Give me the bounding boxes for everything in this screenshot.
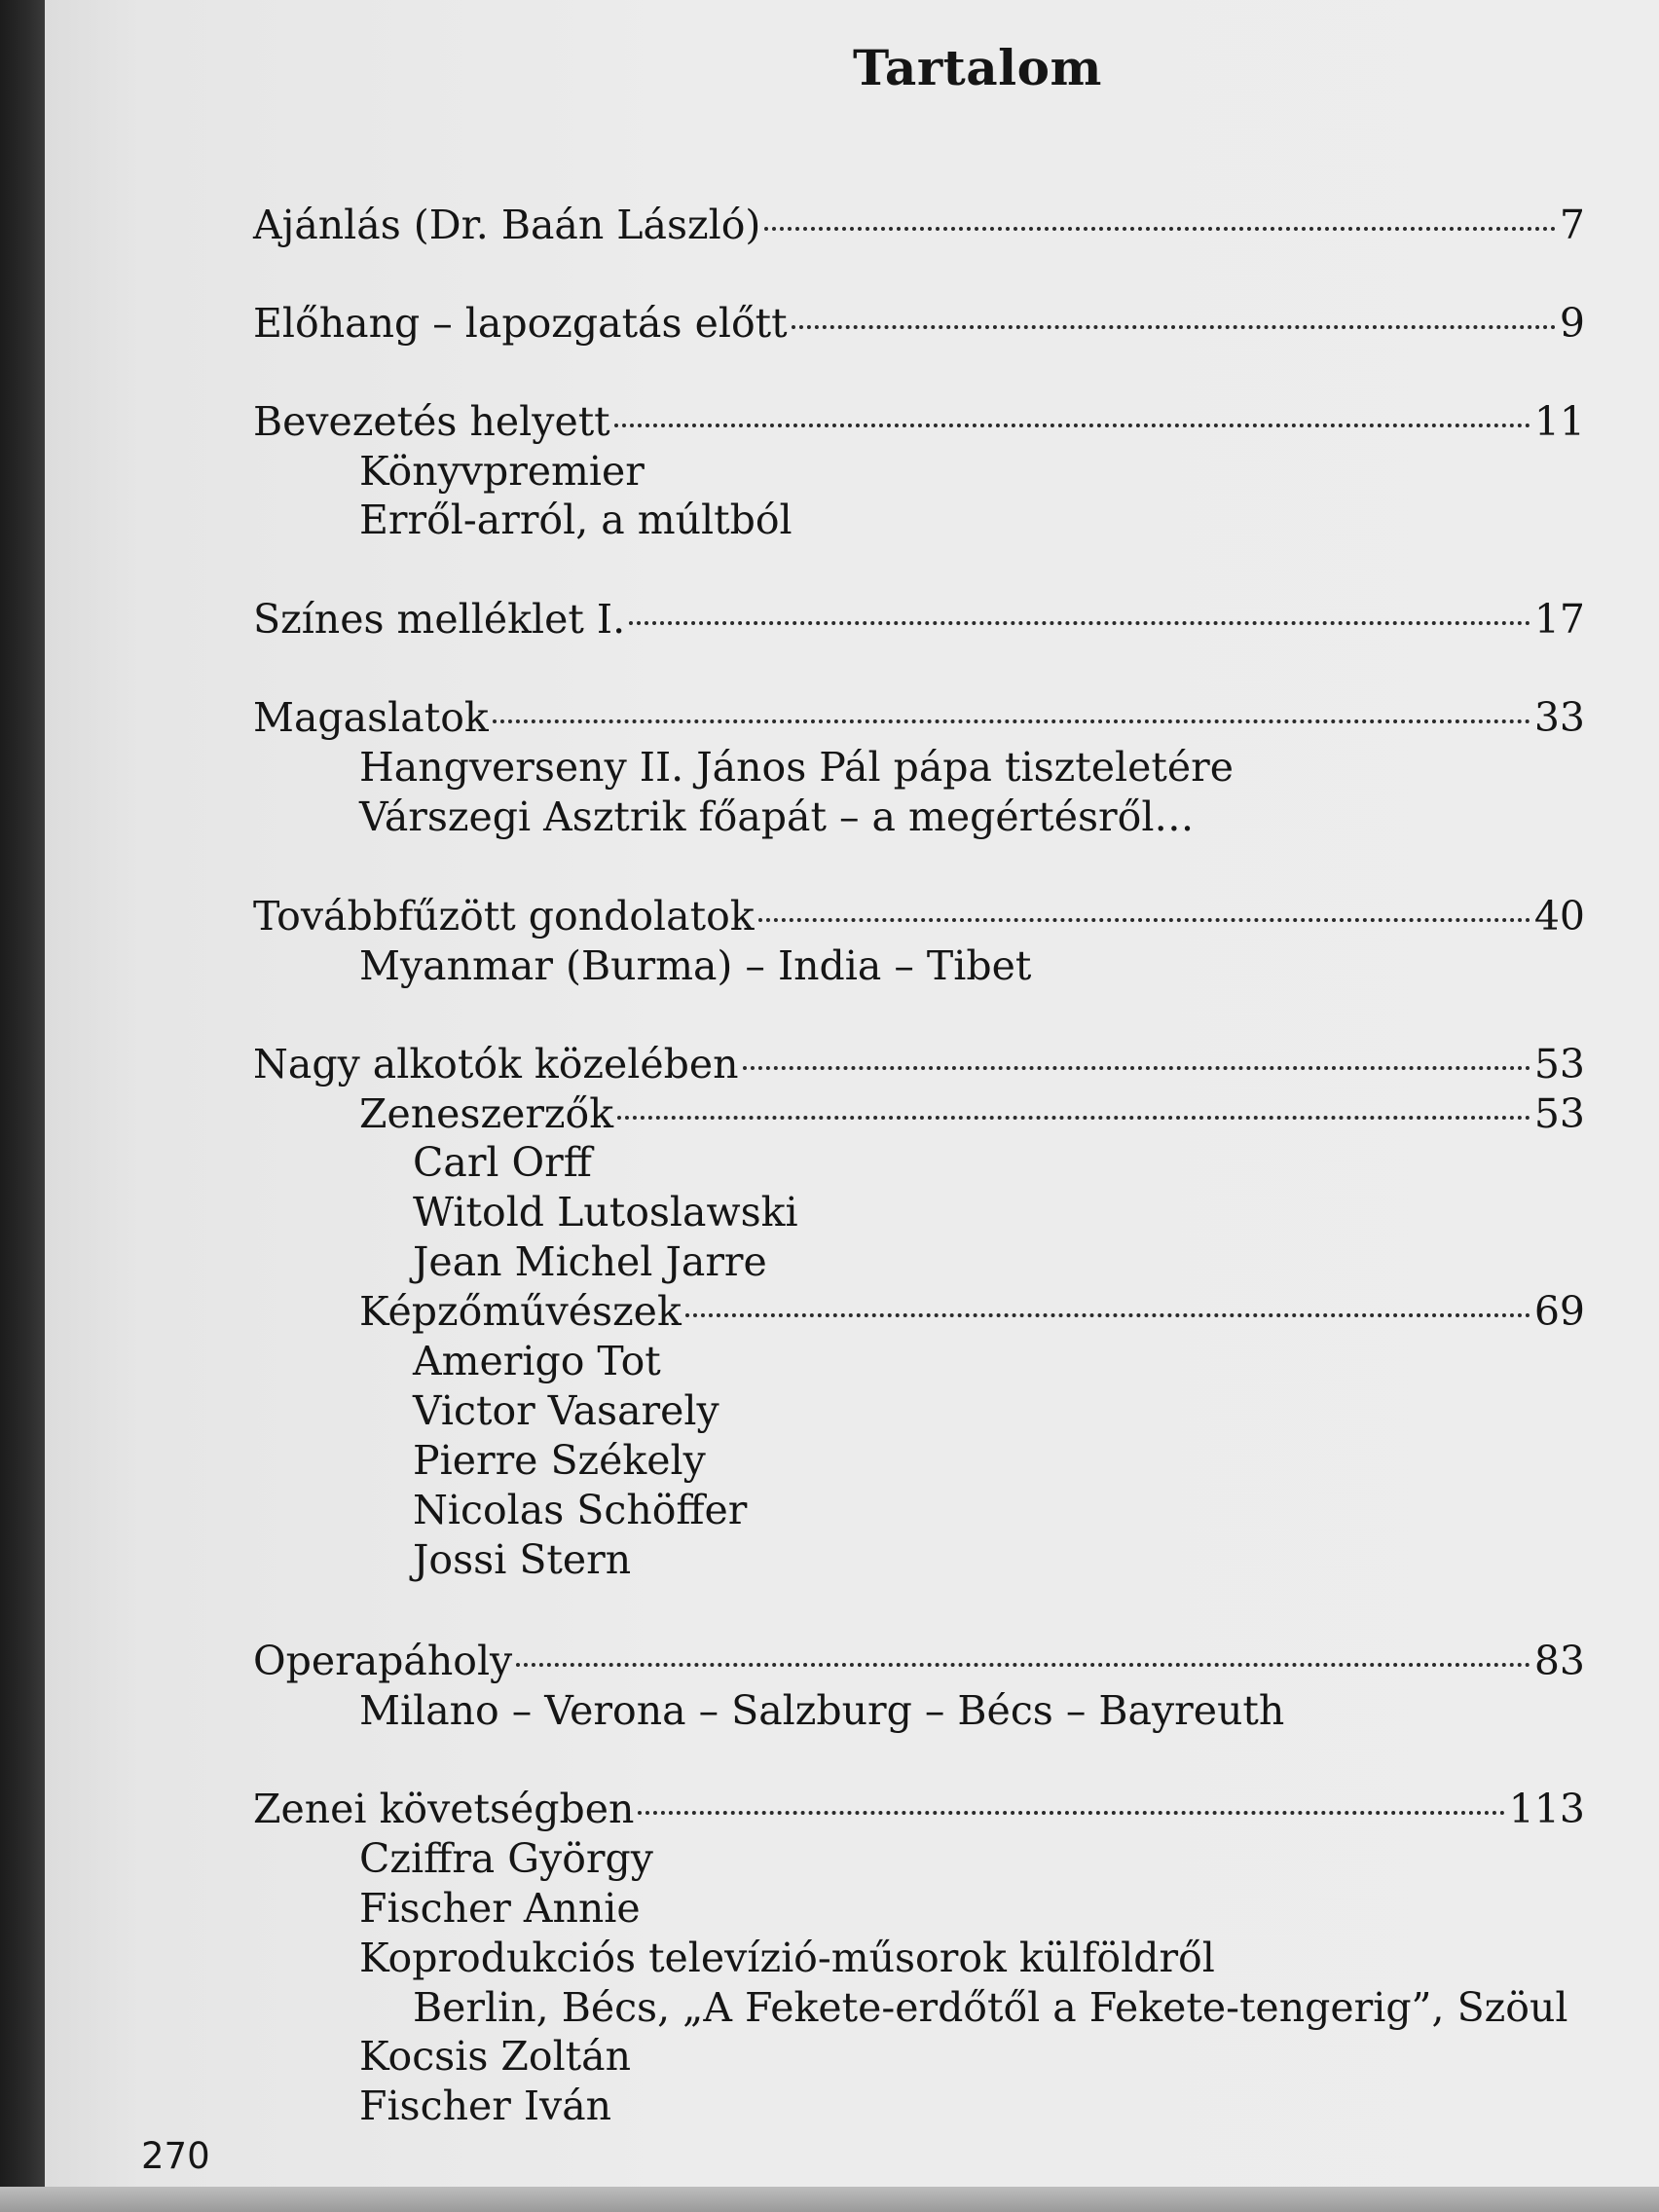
toc-subentry: Koprodukciós televízió-műsorok külföldről	[359, 1935, 1215, 1981]
dot-leader	[758, 918, 1530, 922]
toc-entry-label: Nagy alkotók közelében	[253, 1041, 739, 1088]
toc-page-number: 7	[1559, 202, 1585, 248]
toc-item: Pierre Székely	[413, 1437, 706, 1484]
toc-page-number: 17	[1533, 596, 1585, 643]
toc-item: Jossi Stern	[413, 1536, 632, 1583]
toc-page-number: 69	[1533, 1288, 1585, 1335]
toc-entry-label: Ajánlás (Dr. Baán László)	[253, 202, 761, 248]
toc-subentry: Könyvpremier	[359, 448, 645, 495]
toc-entry	[253, 396, 1585, 447]
toc-entry	[253, 200, 1585, 250]
toc-page-number: 9	[1559, 300, 1585, 347]
book-spine	[0, 0, 45, 2212]
toc-page-number: 11	[1533, 398, 1585, 445]
dot-leader	[792, 325, 1556, 329]
toc-item: Victor Vasarely	[413, 1387, 719, 1434]
toc-subentry: Fischer Iván	[359, 2083, 612, 2129]
toc-entry-label: Zeneszerzők	[359, 1090, 614, 1137]
toc-entry-label: Előhang – lapozgatás előtt	[253, 300, 788, 347]
toc-subentry: Hangverseny II. János Pál pápa tiszteletére	[359, 744, 1234, 791]
dot-leader	[743, 1066, 1530, 1070]
toc-page-number: 33	[1533, 694, 1585, 741]
toc-entry	[253, 298, 1585, 349]
toc-subentry: Milano – Verona – Salzburg – Bécs – Bayreuth	[359, 1687, 1285, 1734]
toc-subentry: Fischer Annie	[359, 1885, 641, 1932]
toc-item: Carl Orff	[413, 1139, 592, 1186]
toc-entry	[253, 1636, 1585, 1686]
toc-entry	[253, 1784, 1585, 1834]
toc-entry	[253, 594, 1585, 645]
toc-page-number: 53	[1533, 1041, 1585, 1088]
toc-entry	[253, 891, 1585, 941]
dot-leader	[617, 1116, 1530, 1120]
toc-entry-label: Zenei követségben	[253, 1786, 635, 1832]
dot-leader	[629, 621, 1530, 625]
dot-leader	[685, 1313, 1530, 1317]
toc-entry	[253, 1039, 1585, 1089]
toc-item: Berlin, Bécs, „A Fekete-erdőtől a Fekete-tengerig”, Szöul	[413, 1984, 1568, 2031]
toc-subentry: Cziffra György	[359, 1835, 653, 1882]
toc-subentry: Kocsis Zoltán	[359, 2033, 632, 2080]
toc-page-number: 53	[1533, 1090, 1585, 1137]
toc-entry-label: Operapáholy	[253, 1638, 513, 1684]
dot-leader	[516, 1663, 1530, 1667]
toc-subentry: Várszegi Asztrik főapát – a megértésről…	[359, 793, 1195, 840]
toc-subentry: Erről-arról, a múltból	[359, 497, 793, 543]
dot-leader	[614, 424, 1530, 427]
toc-page-number: 40	[1533, 893, 1585, 940]
toc-entry	[253, 692, 1585, 743]
bottom-edge	[0, 2187, 1659, 2212]
page-title: Tartalom	[853, 39, 1102, 96]
page-number: 270	[141, 2135, 210, 2177]
toc-entry-label: Továbbfűzött gondolatok	[253, 893, 755, 940]
toc-item: Jean Michel Jarre	[413, 1238, 767, 1285]
toc-page-number: 113	[1508, 1786, 1585, 1832]
dot-leader	[493, 719, 1530, 723]
toc-item: Nicolas Schöffer	[413, 1487, 748, 1533]
toc-subentry-with-page	[359, 1286, 1585, 1337]
toc-entry-label: Magaslatok	[253, 694, 489, 741]
toc-item: Witold Lutoslawski	[413, 1189, 798, 1235]
toc-item: Amerigo Tot	[413, 1338, 661, 1384]
toc-entry-label: Képzőművészek	[359, 1288, 682, 1335]
toc-entry-label: Színes melléklet I.	[253, 596, 626, 643]
dot-leader	[764, 227, 1556, 231]
toc-subentry-with-page	[359, 1088, 1585, 1139]
toc-entry-label: Bevezetés helyett	[253, 398, 610, 445]
toc-page-number: 83	[1533, 1638, 1585, 1684]
dot-leader	[638, 1811, 1504, 1815]
toc-subentry: Myanmar (Burma) – India – Tibet	[359, 942, 1032, 989]
